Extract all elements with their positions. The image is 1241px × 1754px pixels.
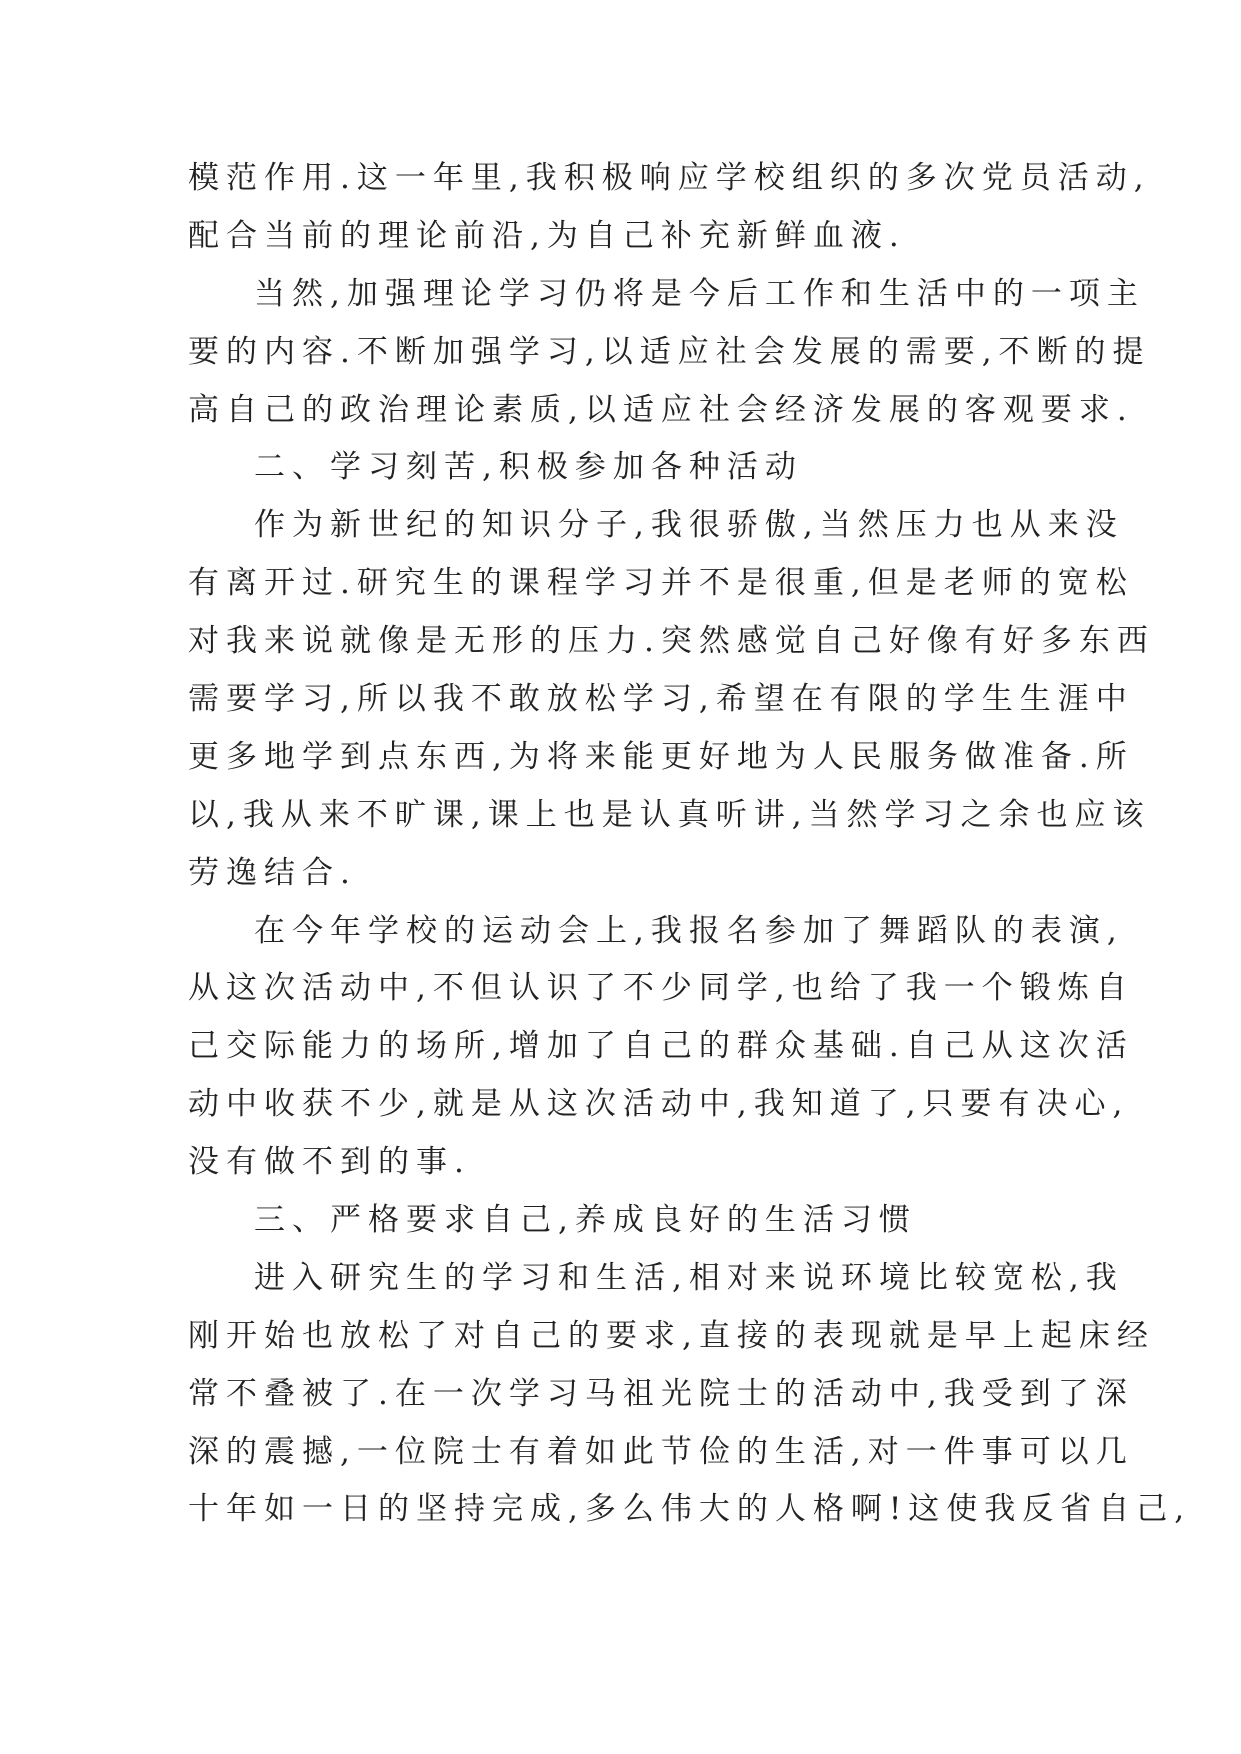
paragraph-start-line: 在今年学校的运动会上,我报名参加了舞蹈队的表演,	[254, 912, 1124, 949]
text-line: 对我来说就像是无形的压力.突然感觉自己好像有好多东西	[188, 623, 1155, 660]
text-line: 高自己的政治理论素质,以适应社会经济发展的客观要求.	[188, 391, 1134, 428]
text-line: 刚开始也放松了对自己的要求,直接的表现就是早上起床经	[188, 1317, 1155, 1354]
text-line: 以,我从来不旷课,课上也是认真听讲,当然学习之余也应该	[188, 796, 1151, 833]
text-line: 己交际能力的场所,增加了自己的群众基础.自己从这次活	[188, 1028, 1134, 1065]
text-line: 深的震撼,一位院士有着如此节俭的生活,对一件事可以几	[188, 1433, 1134, 1470]
text-line: 配合当前的理论前沿,为自己补充新鲜血液.	[188, 217, 906, 254]
text-line: 需要学习,所以我不敢放松学习,希望在有限的学生生涯中	[188, 681, 1134, 718]
section-heading-3: 三、严格要求自己,养成良好的生活习惯	[254, 1202, 917, 1239]
paragraph-start-line: 作为新世纪的知识分子,我很骄傲,当然压力也从来没	[254, 507, 1124, 544]
text-line: 劳逸结合.	[188, 854, 357, 891]
document-body	[188, 150, 1192, 1539]
text-line: 十年如一日的坚持完成,多么伟大的人格啊!这使我反省自己,	[188, 1491, 1192, 1528]
section-heading-2: 二、学习刻苦,积极参加各种活动	[254, 449, 803, 486]
text-line: 更多地学到点东西,为将来能更好地为人民服务做准备.所	[188, 738, 1134, 775]
paragraph-start-line: 当然,加强理论学习仍将是今后工作和生活中的一项主	[254, 275, 1145, 312]
text-line: 有离开过.研究生的课程学习并不是很重,但是老师的宽松	[188, 565, 1134, 602]
text-line: 没有做不到的事.	[188, 1144, 471, 1181]
text-line: 从这次活动中,不但认识了不少同学,也给了我一个锻炼自	[188, 970, 1134, 1007]
text-line: 常不叠被了.在一次学习马祖光院士的活动中,我受到了深	[188, 1375, 1134, 1412]
text-line: 要的内容.不断加强学习,以适应社会发展的需要,不断的提	[188, 333, 1151, 370]
text-line: 模范作用.这一年里,我积极响应学校组织的多次党员活动,	[188, 160, 1151, 196]
text-line: 动中收获不少,就是从这次活动中,我知道了,只要有决心,	[188, 1086, 1130, 1123]
paragraph-start-line: 进入研究生的学习和生活,相对来说环境比较宽松,我	[254, 1259, 1124, 1296]
